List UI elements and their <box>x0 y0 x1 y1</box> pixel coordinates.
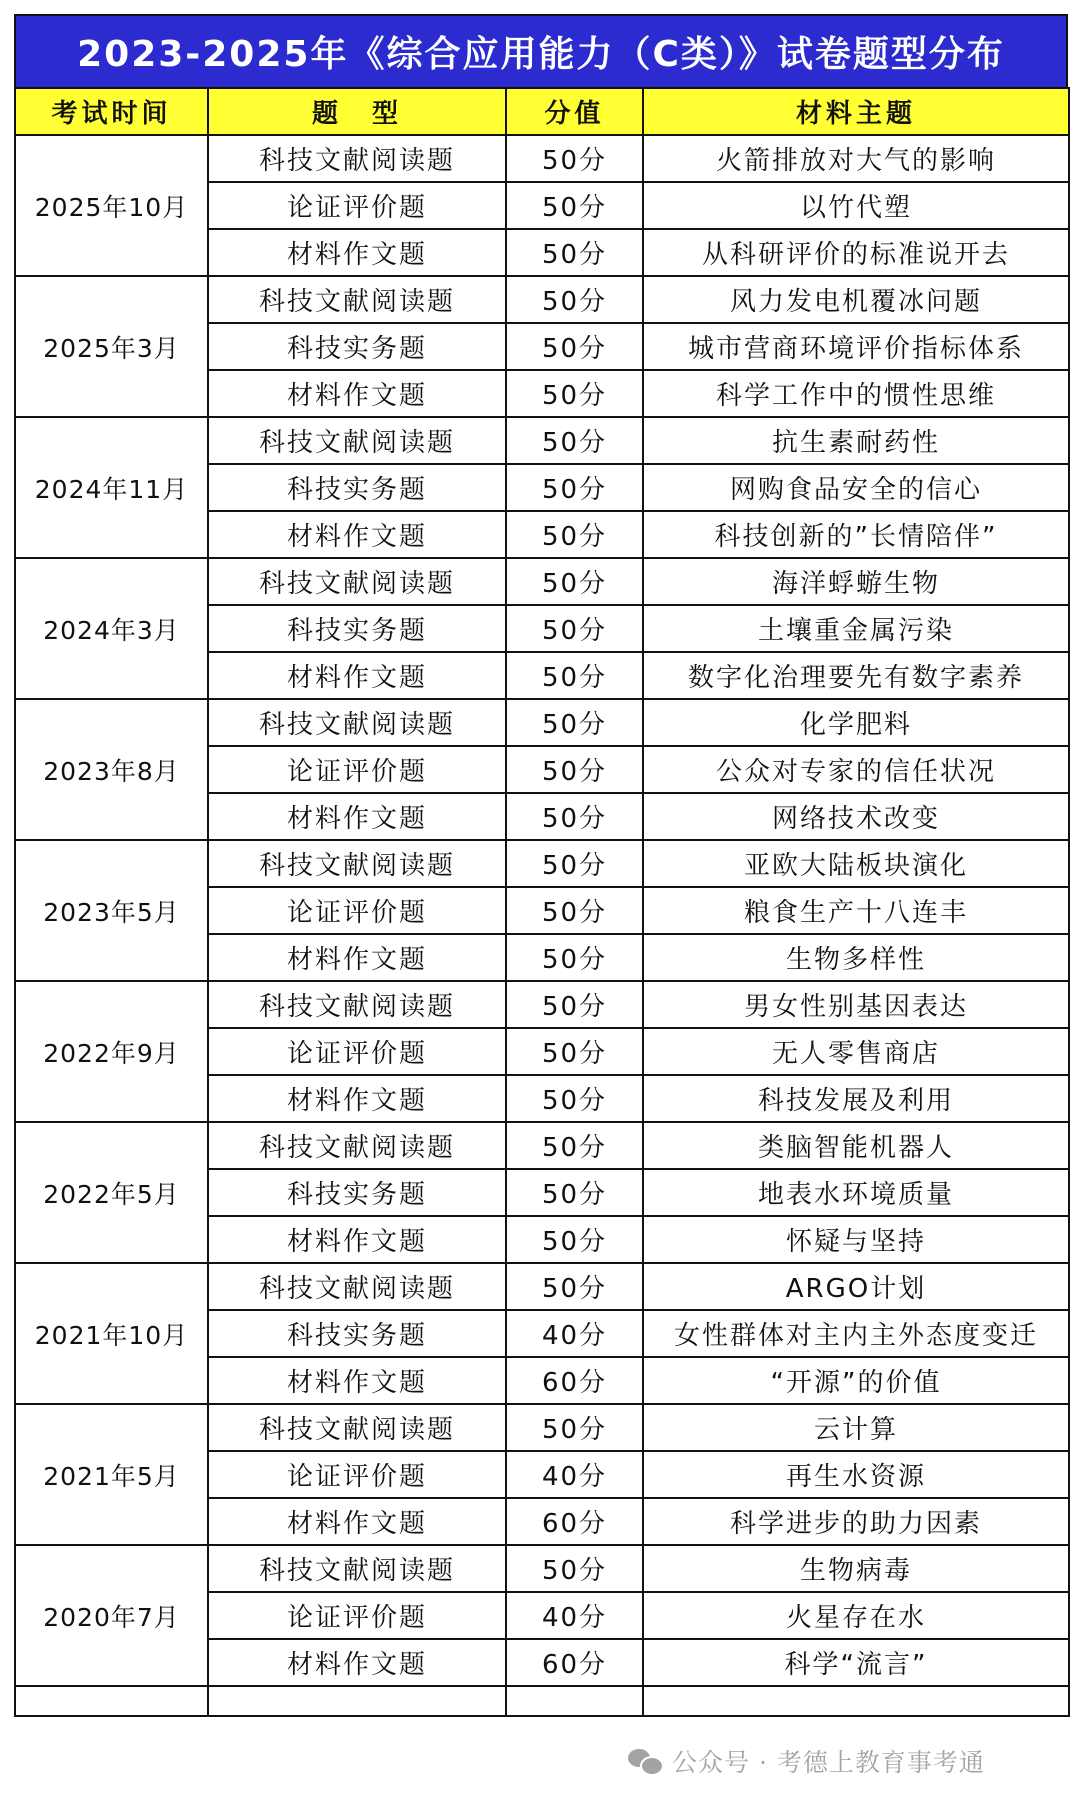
table-row <box>15 276 1069 323</box>
topic-cell: 粮食生产十八连丰 <box>643 887 1069 934</box>
topic-cell: 火箭排放对大气的影响 <box>643 135 1069 182</box>
score-cell: 40分 <box>506 1451 643 1498</box>
score-cell: 50分 <box>506 182 643 229</box>
score-cell: 50分 <box>506 276 643 323</box>
table-row <box>15 699 1069 746</box>
score-cell: 50分 <box>506 370 643 417</box>
question-type-cell: 材料作文题 <box>208 934 506 981</box>
exam-date-cell: 2021年5月 <box>15 1404 208 1545</box>
exam-date-cell: 2021年10月 <box>15 1263 208 1404</box>
score-cell: 40分 <box>506 1310 643 1357</box>
exam-date-cell: 2022年9月 <box>15 981 208 1122</box>
header-score: 分值 <box>506 88 643 135</box>
empty-cell <box>15 1686 208 1716</box>
watermark-text: 公众号 · 考德上教育事考通 <box>672 1748 985 1777</box>
score-cell: 50分 <box>506 1169 643 1216</box>
score-cell: 50分 <box>506 1404 643 1451</box>
score-cell: 50分 <box>506 229 643 276</box>
question-type-cell: 论证评价题 <box>208 1451 506 1498</box>
exam-date-cell: 2022年5月 <box>15 1122 208 1263</box>
exam-date-cell: 2023年5月 <box>15 840 208 981</box>
empty-cell <box>208 1686 506 1716</box>
score-cell: 50分 <box>506 135 643 182</box>
exam-date-cell: 2024年3月 <box>15 558 208 699</box>
table-row <box>15 1404 1069 1451</box>
topic-cell: 科技创新的”长情陪伴” <box>643 511 1069 558</box>
question-type-cell: 科技文献阅读题 <box>208 417 506 464</box>
topic-cell: 再生水资源 <box>643 1451 1069 1498</box>
question-type-cell: 材料作文题 <box>208 229 506 276</box>
score-cell: 50分 <box>506 1216 643 1263</box>
score-cell: 50分 <box>506 1028 643 1075</box>
topic-cell: 网购食品安全的信心 <box>643 464 1069 511</box>
table-row <box>15 1545 1069 1592</box>
score-cell: 50分 <box>506 1075 643 1122</box>
topic-cell: 以竹代塑 <box>643 182 1069 229</box>
topic-cell: 科学进步的助力因素 <box>643 1498 1069 1545</box>
question-type-cell: 材料作文题 <box>208 1075 506 1122</box>
question-type-cell: 材料作文题 <box>208 652 506 699</box>
table-row <box>15 1263 1069 1310</box>
topic-cell: 生物多样性 <box>643 934 1069 981</box>
score-cell: 50分 <box>506 323 643 370</box>
topic-cell: 抗生素耐药性 <box>643 417 1069 464</box>
score-cell: 50分 <box>506 511 643 558</box>
table-row <box>15 840 1069 887</box>
topic-cell: 数字化治理要先有数字素养 <box>643 652 1069 699</box>
question-type-cell: 科技文献阅读题 <box>208 1545 506 1592</box>
table-row <box>15 558 1069 605</box>
exam-date-cell: 2020年7月 <box>15 1545 208 1686</box>
topic-cell: 土壤重金属污染 <box>643 605 1069 652</box>
empty-cell <box>506 1686 643 1716</box>
score-cell: 50分 <box>506 417 643 464</box>
score-cell: 50分 <box>506 840 643 887</box>
question-type-cell: 科技文献阅读题 <box>208 1122 506 1169</box>
score-cell: 40分 <box>506 1592 643 1639</box>
question-type-cell: 论证评价题 <box>208 1592 506 1639</box>
score-cell: 50分 <box>506 558 643 605</box>
score-cell: 50分 <box>506 1263 643 1310</box>
score-cell: 50分 <box>506 1122 643 1169</box>
question-type-cell: 科技文献阅读题 <box>208 1263 506 1310</box>
topic-cell: “开源”的价值 <box>643 1357 1069 1404</box>
header-date: 考试时间 <box>15 88 208 135</box>
question-type-cell: 科技实务题 <box>208 323 506 370</box>
table-row <box>15 981 1069 1028</box>
empty-row <box>15 1686 1069 1716</box>
score-cell: 50分 <box>506 934 643 981</box>
topic-cell: 风力发电机覆冰问题 <box>643 276 1069 323</box>
topic-cell: 从科研评价的标准说开去 <box>643 229 1069 276</box>
question-type-cell: 论证评价题 <box>208 746 506 793</box>
exam-date-cell: 2025年10月 <box>15 135 208 276</box>
score-cell: 50分 <box>506 699 643 746</box>
watermark <box>628 1743 985 1779</box>
topic-cell: 亚欧大陆板块演化 <box>643 840 1069 887</box>
table-body <box>15 135 1069 1716</box>
question-type-cell: 科技文献阅读题 <box>208 840 506 887</box>
topic-cell: 怀疑与坚持 <box>643 1216 1069 1263</box>
question-type-cell: 材料作文题 <box>208 370 506 417</box>
question-type-cell: 材料作文题 <box>208 1498 506 1545</box>
wechat-icon <box>628 1747 662 1775</box>
question-type-cell: 科技实务题 <box>208 1169 506 1216</box>
exam-date-cell: 2025年3月 <box>15 276 208 417</box>
topic-cell: 生物病毒 <box>643 1545 1069 1592</box>
topic-cell: 云计算 <box>643 1404 1069 1451</box>
topic-cell: 公众对专家的信任状况 <box>643 746 1069 793</box>
topic-cell: 海洋蜉蝣生物 <box>643 558 1069 605</box>
topic-cell: 网络技术改变 <box>643 793 1069 840</box>
question-type-cell: 论证评价题 <box>208 182 506 229</box>
question-type-cell: 科技文献阅读题 <box>208 981 506 1028</box>
question-type-cell: 科技文献阅读题 <box>208 699 506 746</box>
question-type-cell: 科技文献阅读题 <box>208 135 506 182</box>
question-type-cell: 论证评价题 <box>208 1028 506 1075</box>
empty-cell <box>643 1686 1069 1716</box>
topic-cell: 科学“流言” <box>643 1639 1069 1686</box>
score-cell: 50分 <box>506 981 643 1028</box>
table-row <box>15 417 1069 464</box>
topic-cell: 城市营商环境评价指标体系 <box>643 323 1069 370</box>
exam-table <box>14 87 1070 1717</box>
question-type-cell: 科技文献阅读题 <box>208 1404 506 1451</box>
page-title: 2023-2025年《综合应用能力（C类）》试卷题型分布 <box>14 14 1068 87</box>
topic-cell: 化学肥料 <box>643 699 1069 746</box>
question-type-cell: 科技实务题 <box>208 1310 506 1357</box>
topic-cell: 科技发展及利用 <box>643 1075 1069 1122</box>
question-type-cell: 材料作文题 <box>208 511 506 558</box>
header-topic: 材料主题 <box>643 88 1069 135</box>
question-type-cell: 材料作文题 <box>208 1216 506 1263</box>
exam-distribution-sheet <box>14 14 1068 1717</box>
question-type-cell: 材料作文题 <box>208 1639 506 1686</box>
score-cell: 50分 <box>506 746 643 793</box>
topic-cell: 地表水环境质量 <box>643 1169 1069 1216</box>
score-cell: 50分 <box>506 887 643 934</box>
exam-date-cell: 2024年11月 <box>15 417 208 558</box>
topic-cell: 无人零售商店 <box>643 1028 1069 1075</box>
table-row <box>15 135 1069 182</box>
score-cell: 60分 <box>506 1498 643 1545</box>
topic-cell: 类脑智能机器人 <box>643 1122 1069 1169</box>
score-cell: 60分 <box>506 1639 643 1686</box>
score-cell: 50分 <box>506 605 643 652</box>
score-cell: 50分 <box>506 464 643 511</box>
topic-cell: 科学工作中的惯性思维 <box>643 370 1069 417</box>
header-row <box>15 88 1069 135</box>
score-cell: 50分 <box>506 793 643 840</box>
score-cell: 50分 <box>506 652 643 699</box>
question-type-cell: 科技文献阅读题 <box>208 276 506 323</box>
question-type-cell: 材料作文题 <box>208 1357 506 1404</box>
exam-date-cell: 2023年8月 <box>15 699 208 840</box>
table-row <box>15 1122 1069 1169</box>
topic-cell: 火星存在水 <box>643 1592 1069 1639</box>
topic-cell: 女性群体对主内主外态度变迁 <box>643 1310 1069 1357</box>
question-type-cell: 科技实务题 <box>208 605 506 652</box>
topic-cell: 男女性别基因表达 <box>643 981 1069 1028</box>
score-cell: 60分 <box>506 1357 643 1404</box>
score-cell: 50分 <box>506 1545 643 1592</box>
question-type-cell: 材料作文题 <box>208 793 506 840</box>
question-type-cell: 科技文献阅读题 <box>208 558 506 605</box>
header-type: 题 型 <box>208 88 506 135</box>
question-type-cell: 科技实务题 <box>208 464 506 511</box>
topic-cell: ARGO计划 <box>643 1263 1069 1310</box>
question-type-cell: 论证评价题 <box>208 887 506 934</box>
